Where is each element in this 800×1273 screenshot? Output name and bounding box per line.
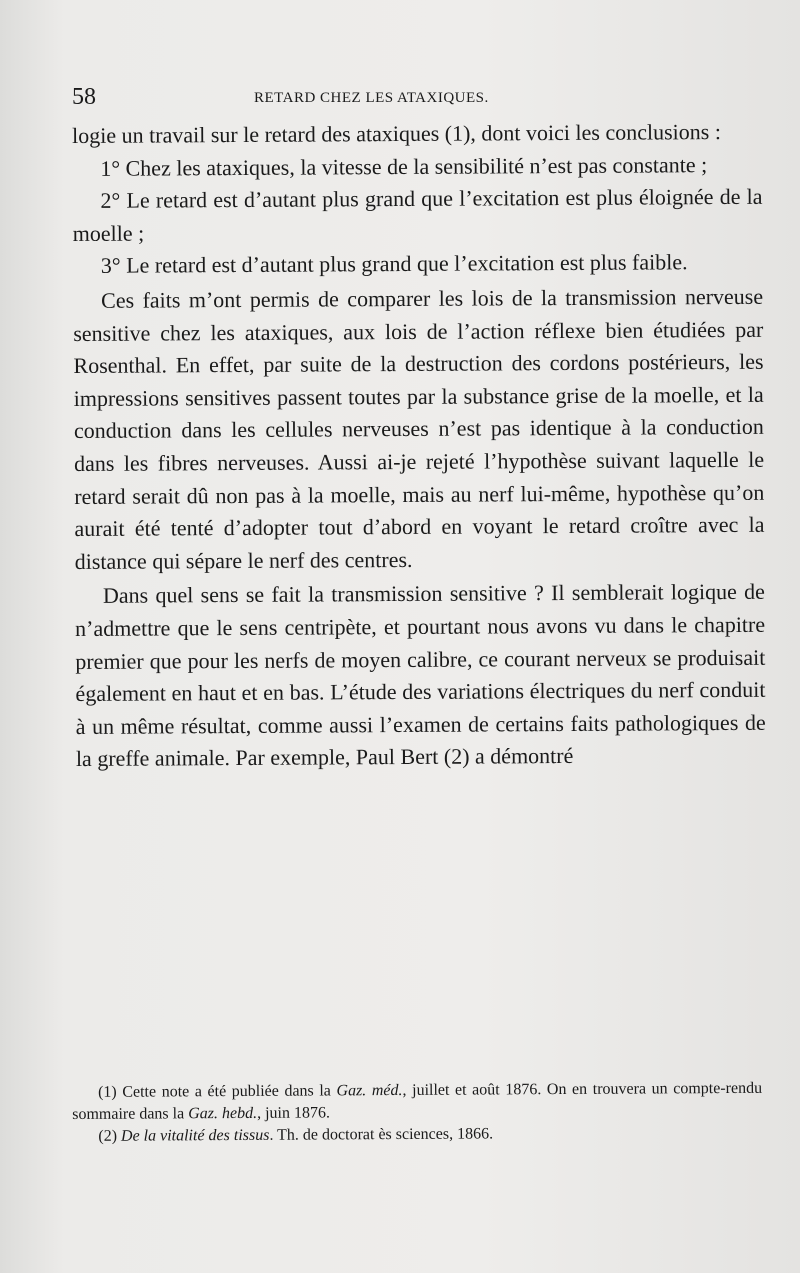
footnote-1-journal-b: Gaz. hebd. bbox=[188, 1104, 258, 1123]
footnote-2 bbox=[72, 1122, 762, 1148]
conclusion-2: 2° Le retard est d’autant plus grand que l’excitation est plus éloignée de la moelle ; bbox=[72, 183, 763, 246]
conclusion-1: 1° Chez les ataxiques, la vitesse de la sensibilité n’est pas constante ; bbox=[100, 151, 708, 181]
footnote-1-text-c: , juin 1876. bbox=[257, 1104, 330, 1122]
footnote-1 bbox=[72, 1078, 762, 1126]
footnote-1-text-b: , juillet et août 1876. On en trouvera un compte-rendu sommaire dans la bbox=[72, 1079, 763, 1123]
main-text bbox=[72, 116, 766, 776]
page-header bbox=[72, 84, 762, 114]
footnote-2-title: De la vitalité des tissus bbox=[120, 1126, 270, 1145]
paragraph-rosenthal: Ces faits m’ont permis de comparer les lois de la transmission nerveuse sensitive chez les ataxiques, aux lois de l’action réflexe bien étudiées par Rosenthal. En effet, par suite de la destruction des cordons postérieurs, les impressions sensitives passent toutes par la substance grise de la moelle, et la conduction dans les cellules nerveuses n’est pas identique à la conduction dans les fibres nerveuses. Aussi ai-je rejeté l’hypothèse suivant laquelle le retard serait dû non pas à la moelle, mais au nerf lui-même, hypothèse qu’on aurait été tenté d’adopter tout d’abord en voyant le retard croître avec la distance qui sépare le nerf des centres. bbox=[73, 283, 765, 574]
running-head: RETARD CHEZ LES ATAXIQUES. bbox=[254, 90, 489, 106]
footnotes bbox=[72, 1078, 762, 1148]
conclusion-3: 3° Le retard est d’autant plus grand que l’excitation est plus faible. bbox=[100, 249, 688, 279]
footnote-1-journal-a: Gaz. méd. bbox=[336, 1081, 403, 1100]
footnote-2-marker: (2) bbox=[98, 1127, 122, 1145]
paragraph-continuation: logie un travail sur le retard des ataxiques (1), dont voici les conclusions : bbox=[72, 119, 721, 148]
page-number: 58 bbox=[72, 84, 96, 110]
footnote-2-text: . Th. de doctorat ès sciences, 1866. bbox=[269, 1125, 494, 1144]
paragraph-transmission: Dans quel sens se fait la transmission sensitive ? Il semblerait logique de n’admettre que le sens centripète, et pourtant nous avons vu dans le chapitre premier que pour les nerfs de moyen calibre, ce courant nerveux se produisait également en haut et en bas. L’étude des variations électriques du nerf conduit à un même résultat, comme aussi l’examen de certains faits pathologiques de la greffe animale. Par exemple, Paul Bert (2) a démontré bbox=[75, 579, 766, 772]
footnote-1-text-a: (1) Cette note a été publiée dans la bbox=[98, 1082, 337, 1101]
